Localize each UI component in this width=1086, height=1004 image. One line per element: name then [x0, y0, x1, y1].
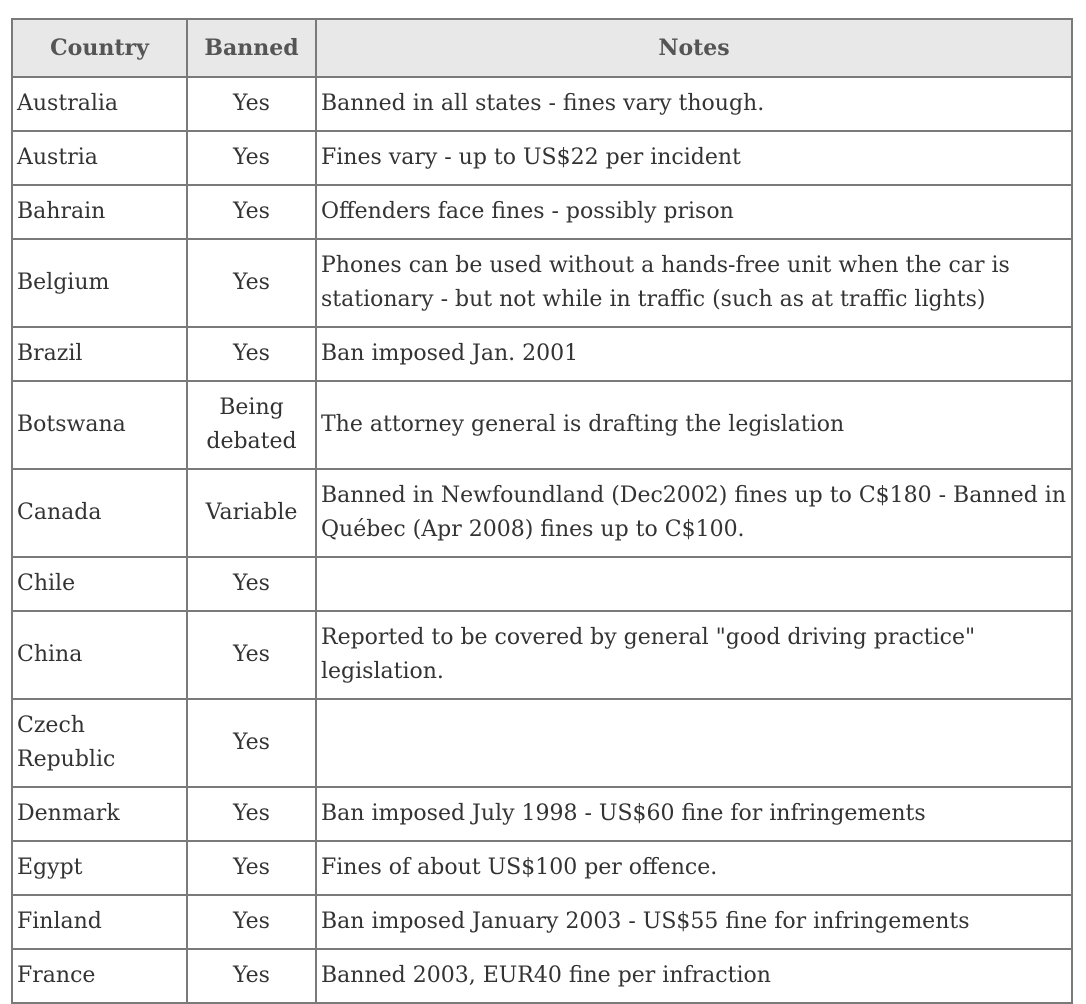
- cell-banned: Yes: [187, 557, 316, 611]
- header-banned: Banned: [187, 19, 316, 77]
- table-body: [12, 77, 1072, 1003]
- cell-country: Denmark: [12, 787, 187, 841]
- header-country: Country: [12, 19, 187, 77]
- table-row: [12, 949, 1072, 1003]
- table-row: [12, 327, 1072, 381]
- country-ban-table: [11, 18, 1073, 1004]
- cell-notes: The attorney general is drafting the legislation: [316, 381, 1072, 469]
- cell-notes: Ban imposed January 2003 - US$55 fine for infringements: [316, 895, 1072, 949]
- cell-notes: Ban imposed Jan. 2001: [316, 327, 1072, 381]
- cell-notes: Banned in all states - fines vary though.: [316, 77, 1072, 131]
- cell-banned: Variable: [187, 469, 316, 557]
- table-row: [12, 185, 1072, 239]
- cell-country: Brazil: [12, 327, 187, 381]
- cell-notes: Fines of about US$100 per offence.: [316, 841, 1072, 895]
- cell-country: Chile: [12, 557, 187, 611]
- table-row: [12, 381, 1072, 469]
- cell-notes: Ban imposed July 1998 - US$60 fine for infringements: [316, 787, 1072, 841]
- cell-country: Belgium: [12, 239, 187, 327]
- cell-banned: Yes: [187, 611, 316, 699]
- country-ban-table-container: [11, 18, 1071, 1004]
- table-row: [12, 895, 1072, 949]
- cell-country: Australia: [12, 77, 187, 131]
- table-row: [12, 239, 1072, 327]
- cell-banned: Being debated: [187, 381, 316, 469]
- cell-country: Finland: [12, 895, 187, 949]
- cell-banned: Yes: [187, 895, 316, 949]
- cell-notes: Fines vary - up to US$22 per incident: [316, 131, 1072, 185]
- table-row: [12, 787, 1072, 841]
- cell-banned: Yes: [187, 185, 316, 239]
- cell-notes: Reported to be covered by general "good driving practice" legislation.: [316, 611, 1072, 699]
- cell-banned: Yes: [187, 841, 316, 895]
- table-row: [12, 557, 1072, 611]
- table-row: [12, 611, 1072, 699]
- cell-country: Botswana: [12, 381, 187, 469]
- cell-banned: Yes: [187, 327, 316, 381]
- cell-banned: Yes: [187, 77, 316, 131]
- cell-country: Egypt: [12, 841, 187, 895]
- table-header: [12, 19, 1072, 77]
- cell-notes: Offenders face fines - possibly prison: [316, 185, 1072, 239]
- cell-banned: Yes: [187, 239, 316, 327]
- cell-banned: Yes: [187, 787, 316, 841]
- cell-notes: Banned 2003, EUR40 fine per infraction: [316, 949, 1072, 1003]
- cell-banned: Yes: [187, 699, 316, 787]
- cell-country: Czech Republic: [12, 699, 187, 787]
- cell-banned: Yes: [187, 131, 316, 185]
- table-row: [12, 77, 1072, 131]
- header-row: [12, 19, 1072, 77]
- cell-notes: Banned in Newfoundland (Dec2002) fines up to C$180 - Banned in Québec (Apr 2008) fines up to C$100.: [316, 469, 1072, 557]
- cell-country: China: [12, 611, 187, 699]
- cell-country: France: [12, 949, 187, 1003]
- table-row: [12, 841, 1072, 895]
- cell-notes: [316, 699, 1072, 787]
- cell-country: Bahrain: [12, 185, 187, 239]
- table-row: [12, 469, 1072, 557]
- cell-banned: Yes: [187, 949, 316, 1003]
- table-row: [12, 699, 1072, 787]
- cell-country: Austria: [12, 131, 187, 185]
- cell-country: Canada: [12, 469, 187, 557]
- cell-notes: Phones can be used without a hands-free unit when the car is stationary - but not while in traffic (such as at traffic lights): [316, 239, 1072, 327]
- header-notes: Notes: [316, 19, 1072, 77]
- cell-notes: [316, 557, 1072, 611]
- table-row: [12, 131, 1072, 185]
